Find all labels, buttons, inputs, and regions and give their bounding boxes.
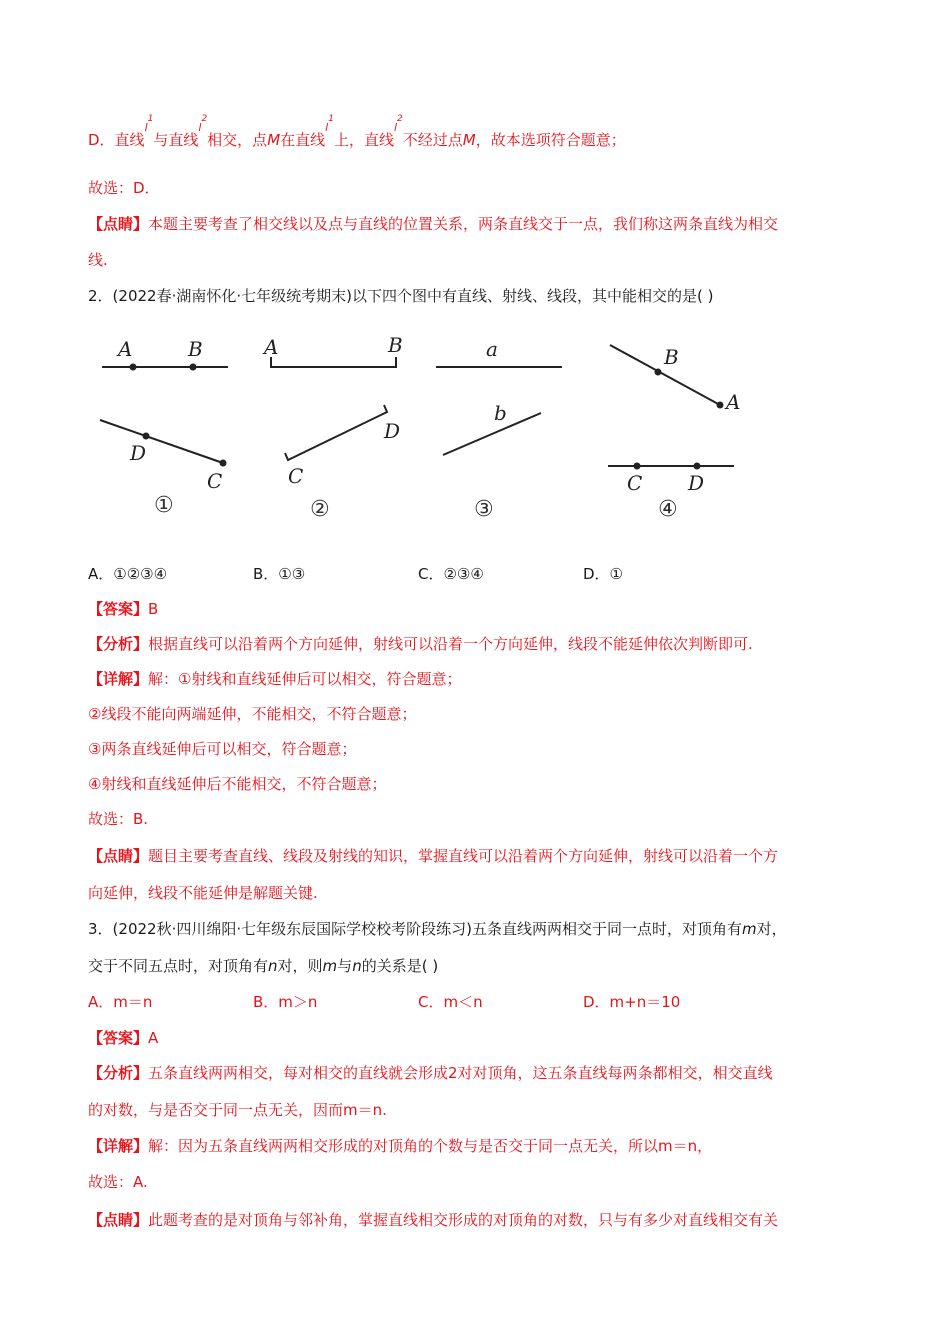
figure-number-3: ③ bbox=[474, 497, 494, 522]
q1-choice: 故选：D． bbox=[88, 179, 160, 197]
label-c: C bbox=[207, 469, 223, 493]
q3-analysis-line2: 的对数，与是否交于同一点无关，因而m＝n. bbox=[88, 1101, 387, 1119]
label-b: B bbox=[664, 345, 679, 369]
q3-answer: 【答案】A bbox=[88, 1029, 159, 1047]
l1-symbol: l1 bbox=[325, 114, 334, 134]
label-b: B bbox=[388, 333, 403, 357]
label-d: D bbox=[688, 471, 705, 495]
q3-option-d: D．m+n＝10 bbox=[583, 993, 681, 1011]
q2-answer: 【答案】B bbox=[88, 600, 159, 618]
l1-symbol: l1 bbox=[144, 114, 154, 134]
fig2-segment-cd bbox=[285, 405, 387, 460]
q2-note-line1: 【点睛】题目主要考查直线、线段及射线的知识，掌握直线可以沿着两个方向延伸，射线可以沿着一个方 bbox=[88, 847, 779, 865]
q3-option-c: C．m＜n bbox=[418, 993, 483, 1011]
fig3-line-b bbox=[443, 413, 541, 455]
q2-option-a: A．①②③④ bbox=[88, 565, 168, 583]
q2-analysis: 【分析】根据直线可以沿着两个方向延伸，射线可以沿着一个方向延伸，线段不能延伸依次判断即可. bbox=[88, 635, 753, 653]
q1-note-line2: 线. bbox=[88, 251, 108, 269]
label-a-lower: a bbox=[486, 337, 498, 361]
point-d bbox=[143, 433, 150, 440]
q2-option-b: B．①③ bbox=[253, 565, 306, 583]
point-c bbox=[634, 463, 641, 470]
q1-note-line1: 【点睛】本题主要考查了相交线以及点与直线的位置关系，两条直线交于一点，我们称这两条直线为相交 bbox=[88, 215, 779, 233]
point-b bbox=[190, 364, 197, 371]
q3-stem-line2: 交于不同五点时，对顶角有n对，则m与n的关系是( ) bbox=[88, 957, 439, 975]
q3-choice: 故选：A. bbox=[88, 1173, 148, 1191]
q2-option-d: D．① bbox=[583, 565, 623, 583]
label-a: A bbox=[264, 335, 279, 359]
l2-symbol: l2 bbox=[198, 114, 208, 134]
point-d bbox=[694, 463, 701, 470]
point-c bbox=[220, 460, 227, 467]
q2-detail-2: ②线段不能向两端延伸，不能相交，不符合题意； bbox=[88, 705, 417, 723]
q3-note-line1: 【点睛】此题考查的是对顶角与邻补角，掌握直线相交形成的对顶角的对数，只与有多少对直线相交有关 bbox=[88, 1211, 779, 1229]
q3-stem-line1: 3．(2022秋·四川绵阳·七年级东辰国际学校校考阶段练习)五条直线两两相交于同一点时，对顶角有m对， bbox=[88, 920, 787, 938]
q1-option-d: D．直线$^{l^1}$与直线$^{l^2}$相交，点M在直线$^{l^1}$上，直线$^{l^2}$不经过点M，故本选项符合题意； bbox=[88, 114, 626, 149]
q2-detail: 【详解】解：①射线和直线延伸后可以相交，符合题意； bbox=[88, 670, 462, 688]
label-b: B bbox=[188, 337, 203, 361]
label-c: C bbox=[627, 471, 643, 495]
point-a bbox=[130, 364, 137, 371]
label-b-lower: b bbox=[494, 401, 507, 425]
figure-number-4: ④ bbox=[658, 497, 678, 522]
q2-detail-3: ③两条直线延伸后可以相交，符合题意； bbox=[88, 740, 357, 758]
q2-choice: 故选：B. bbox=[88, 810, 149, 828]
q2-note-line2: 向延伸，线段不能延伸是解题关键. bbox=[88, 884, 318, 902]
q2-stem: 2．(2022春·湖南怀化·七年级统考期末)以下四个图中有直线、射线、线段，其中能相交的是( ) bbox=[88, 287, 714, 305]
label-d: D bbox=[384, 419, 401, 443]
label-c: C bbox=[288, 464, 304, 488]
q3-option-b: B．m＞n bbox=[253, 993, 318, 1011]
label-a: A bbox=[726, 390, 741, 414]
fig2-segment-ab bbox=[271, 357, 396, 367]
label-a: A bbox=[118, 337, 133, 361]
q2-figures bbox=[0, 320, 950, 535]
figure-number-2: ② bbox=[310, 497, 330, 522]
point-a bbox=[717, 402, 724, 409]
l2-symbol: l2 bbox=[393, 114, 403, 134]
q2-detail-4: ④射线和直线延伸后不能相交，不符合题意； bbox=[88, 775, 387, 793]
label-d: D bbox=[130, 441, 147, 465]
q3-detail: 【详解】解：因为五条直线两两相交形成的对顶角的个数与是否交于同一点无关，所以m＝n， bbox=[88, 1137, 713, 1155]
fig1-ray-dc bbox=[100, 420, 223, 463]
figure-number-1: ① bbox=[154, 493, 174, 518]
point-b bbox=[655, 369, 662, 376]
q3-option-a: A．m＝n bbox=[88, 993, 153, 1011]
q3-analysis-line1: 【分析】五条直线两两相交，每对相交的直线就会形成2对对顶角，这五条直线每两条都相交，相交直线 bbox=[88, 1064, 773, 1082]
q2-option-c: C．②③④ bbox=[418, 565, 484, 583]
